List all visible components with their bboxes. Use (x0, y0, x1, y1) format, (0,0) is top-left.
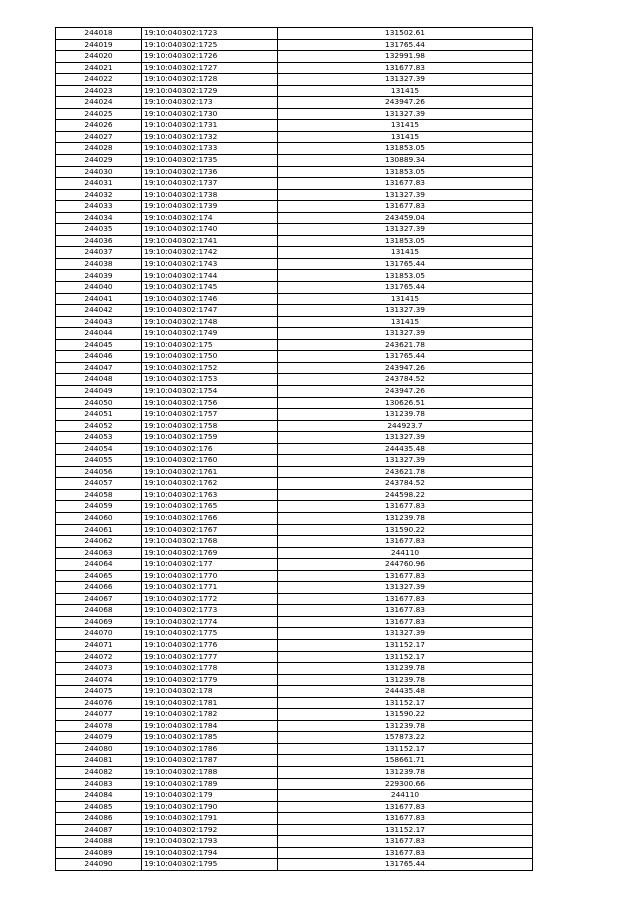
cadastral-number-cell: 19:10:040302:1778 (142, 663, 278, 675)
row-number-cell: 244045 (56, 339, 142, 351)
cadastral-number-cell: 19:10:040302:1746 (142, 293, 278, 305)
table-row (56, 674, 533, 686)
table-row (56, 559, 533, 571)
row-number-cell: 244030 (56, 166, 142, 178)
cadastral-number-cell: 19:10:040302:1779 (142, 674, 278, 686)
value-cell: 131327.39 (278, 328, 533, 340)
cadastral-number-cell: 19:10:040302:1750 (142, 351, 278, 363)
cadastral-number-cell: 19:10:040302:1787 (142, 755, 278, 767)
table-row (56, 247, 533, 259)
cadastral-number-cell: 19:10:040302:1732 (142, 131, 278, 143)
value-cell: 131239.78 (278, 720, 533, 732)
table-row (56, 605, 533, 617)
cadastral-number-cell: 19:10:040302:1766 (142, 512, 278, 524)
table-row (56, 697, 533, 709)
value-cell: 131327.39 (278, 74, 533, 86)
table-row (56, 85, 533, 97)
row-number-cell: 244079 (56, 732, 142, 744)
row-number-cell: 244059 (56, 501, 142, 513)
table-body (56, 28, 533, 871)
cadastral-number-cell: 19:10:040302:1757 (142, 409, 278, 421)
value-cell: 132991.98 (278, 51, 533, 63)
table-row (56, 224, 533, 236)
row-number-cell: 244018 (56, 28, 142, 40)
table-row (56, 651, 533, 663)
row-number-cell: 244058 (56, 489, 142, 501)
row-number-cell: 244051 (56, 409, 142, 421)
value-cell: 243947.26 (278, 362, 533, 374)
table-row (56, 709, 533, 721)
value-cell: 131853.05 (278, 235, 533, 247)
table-row (56, 478, 533, 490)
row-number-cell: 244077 (56, 709, 142, 721)
cadastral-number-cell: 19:10:040302:1725 (142, 39, 278, 51)
table-row (56, 74, 533, 86)
cadastral-number-cell: 19:10:040302:1749 (142, 328, 278, 340)
table-row (56, 616, 533, 628)
cadastral-number-cell: 19:10:040302:1784 (142, 720, 278, 732)
value-cell: 131327.39 (278, 628, 533, 640)
cadastral-number-cell: 19:10:040302:1756 (142, 397, 278, 409)
table-row (56, 409, 533, 421)
row-number-cell: 244086 (56, 813, 142, 825)
value-cell: 131677.83 (278, 178, 533, 190)
value-cell: 243784.52 (278, 374, 533, 386)
row-number-cell: 244026 (56, 120, 142, 132)
cadastral-number-cell: 19:10:040302:1782 (142, 709, 278, 721)
row-number-cell: 244036 (56, 235, 142, 247)
table-row (56, 512, 533, 524)
value-cell: 131152.17 (278, 639, 533, 651)
value-cell: 243621.78 (278, 466, 533, 478)
cadastral-number-cell: 19:10:040302:175 (142, 339, 278, 351)
row-number-cell: 244084 (56, 790, 142, 802)
cadastral-number-cell: 19:10:040302:1748 (142, 316, 278, 328)
table-row (56, 686, 533, 698)
value-cell: 131677.83 (278, 605, 533, 617)
value-cell: 243621.78 (278, 339, 533, 351)
cadastral-number-cell: 19:10:040302:1747 (142, 305, 278, 317)
value-cell: 131853.05 (278, 270, 533, 282)
table-row (56, 305, 533, 317)
cadastral-number-cell: 19:10:040302:1773 (142, 605, 278, 617)
row-number-cell: 244068 (56, 605, 142, 617)
table-row (56, 570, 533, 582)
row-number-cell: 244042 (56, 305, 142, 317)
row-number-cell: 244090 (56, 859, 142, 871)
value-cell: 131415 (278, 120, 533, 132)
table-row (56, 778, 533, 790)
value-cell: 244435.48 (278, 443, 533, 455)
value-cell: 131765.44 (278, 258, 533, 270)
table-row (56, 201, 533, 213)
row-number-cell: 244066 (56, 582, 142, 594)
value-cell: 131415 (278, 85, 533, 97)
cadastral-number-cell: 19:10:040302:1727 (142, 62, 278, 74)
row-number-cell: 244043 (56, 316, 142, 328)
value-cell: 243459.04 (278, 212, 533, 224)
row-number-cell: 244024 (56, 97, 142, 109)
row-number-cell: 244087 (56, 824, 142, 836)
value-cell: 131677.83 (278, 801, 533, 813)
cadastral-number-cell: 19:10:040302:1781 (142, 697, 278, 709)
value-cell: 229300.66 (278, 778, 533, 790)
table-row (56, 131, 533, 143)
cadastral-number-cell: 19:10:040302:1730 (142, 108, 278, 120)
table-row (56, 374, 533, 386)
row-number-cell: 244020 (56, 51, 142, 63)
cadastral-number-cell: 19:10:040302:1731 (142, 120, 278, 132)
row-number-cell: 244089 (56, 847, 142, 859)
table-row (56, 178, 533, 190)
table-row (56, 316, 533, 328)
value-cell: 131590.22 (278, 709, 533, 721)
row-number-cell: 244080 (56, 743, 142, 755)
row-number-cell: 244076 (56, 697, 142, 709)
value-cell: 131765.44 (278, 859, 533, 871)
row-number-cell: 244032 (56, 189, 142, 201)
value-cell: 131415 (278, 247, 533, 259)
table-row (56, 270, 533, 282)
value-cell: 244598.22 (278, 489, 533, 501)
table-row (56, 108, 533, 120)
cadastral-number-cell: 19:10:040302:1789 (142, 778, 278, 790)
value-cell: 131327.39 (278, 432, 533, 444)
table-row (56, 189, 533, 201)
cadastral-number-cell: 19:10:040302:1733 (142, 143, 278, 155)
cadastral-number-cell: 19:10:040302:1769 (142, 547, 278, 559)
table-row (56, 282, 533, 294)
table-row (56, 582, 533, 594)
row-number-cell: 244069 (56, 616, 142, 628)
value-cell: 131677.83 (278, 847, 533, 859)
row-number-cell: 244063 (56, 547, 142, 559)
table-row (56, 813, 533, 825)
table-row (56, 593, 533, 605)
cadastral-number-cell: 19:10:040302:1736 (142, 166, 278, 178)
value-cell: 131327.39 (278, 108, 533, 120)
cadastral-number-cell: 19:10:040302:1765 (142, 501, 278, 513)
value-cell: 131677.83 (278, 570, 533, 582)
table-row (56, 235, 533, 247)
table-row (56, 628, 533, 640)
cadastral-number-cell: 19:10:040302:1791 (142, 813, 278, 825)
row-number-cell: 244070 (56, 628, 142, 640)
value-cell: 243947.26 (278, 385, 533, 397)
cadastral-number-cell: 19:10:040302:1743 (142, 258, 278, 270)
table-row (56, 385, 533, 397)
row-number-cell: 244019 (56, 39, 142, 51)
row-number-cell: 244083 (56, 778, 142, 790)
value-cell: 244760.96 (278, 559, 533, 571)
cadastral-number-cell: 19:10:040302:1741 (142, 235, 278, 247)
row-number-cell: 244073 (56, 663, 142, 675)
value-cell: 131239.78 (278, 663, 533, 675)
row-number-cell: 244046 (56, 351, 142, 363)
value-cell: 131152.17 (278, 651, 533, 663)
row-number-cell: 244028 (56, 143, 142, 155)
table-row (56, 536, 533, 548)
value-cell: 131677.83 (278, 201, 533, 213)
row-number-cell: 244065 (56, 570, 142, 582)
table-row (56, 39, 533, 51)
row-number-cell: 244035 (56, 224, 142, 236)
cadastral-number-cell: 19:10:040302:1745 (142, 282, 278, 294)
table-row (56, 847, 533, 859)
cadastral-number-cell: 19:10:040302:1738 (142, 189, 278, 201)
row-number-cell: 244067 (56, 593, 142, 605)
table-row (56, 663, 533, 675)
value-cell: 131327.39 (278, 189, 533, 201)
cadastral-number-cell: 19:10:040302:1723 (142, 28, 278, 40)
value-cell: 157873.22 (278, 732, 533, 744)
cadastral-number-cell: 19:10:040302:1758 (142, 420, 278, 432)
cadastral-number-cell: 19:10:040302:1728 (142, 74, 278, 86)
table-row (56, 97, 533, 109)
table-row (56, 432, 533, 444)
value-cell: 131590.22 (278, 524, 533, 536)
row-number-cell: 244050 (56, 397, 142, 409)
cadastral-number-cell: 19:10:040302:1762 (142, 478, 278, 490)
table-row (56, 801, 533, 813)
table-row (56, 743, 533, 755)
cadastral-number-cell: 19:10:040302:179 (142, 790, 278, 802)
cadastral-number-cell: 19:10:040302:1752 (142, 362, 278, 374)
row-number-cell: 244044 (56, 328, 142, 340)
table-row (56, 51, 533, 63)
table-row (56, 489, 533, 501)
row-number-cell: 244072 (56, 651, 142, 663)
row-number-cell: 244021 (56, 62, 142, 74)
value-cell: 131502.61 (278, 28, 533, 40)
table-row (56, 639, 533, 651)
value-cell: 131239.78 (278, 674, 533, 686)
cadastral-number-cell: 19:10:040302:1739 (142, 201, 278, 213)
cadastral-number-cell: 19:10:040302:1761 (142, 466, 278, 478)
value-cell: 131677.83 (278, 62, 533, 74)
value-cell: 131415 (278, 316, 533, 328)
row-number-cell: 244056 (56, 466, 142, 478)
value-cell: 131152.17 (278, 824, 533, 836)
value-cell: 131677.83 (278, 836, 533, 848)
table-row (56, 547, 533, 559)
value-cell: 131853.05 (278, 143, 533, 155)
table-row (56, 420, 533, 432)
cadastral-number-cell: 19:10:040302:1767 (142, 524, 278, 536)
row-number-cell: 244054 (56, 443, 142, 455)
row-number-cell: 244037 (56, 247, 142, 259)
cadastral-number-cell: 19:10:040302:1788 (142, 767, 278, 779)
row-number-cell: 244074 (56, 674, 142, 686)
table-row (56, 767, 533, 779)
value-cell: 131327.39 (278, 455, 533, 467)
row-number-cell: 244027 (56, 131, 142, 143)
value-cell: 244110 (278, 547, 533, 559)
cadastral-number-cell: 19:10:040302:1729 (142, 85, 278, 97)
row-number-cell: 244081 (56, 755, 142, 767)
cadastral-number-cell: 19:10:040302:1777 (142, 651, 278, 663)
cadastral-number-cell: 19:10:040302:1770 (142, 570, 278, 582)
row-number-cell: 244075 (56, 686, 142, 698)
row-number-cell: 244040 (56, 282, 142, 294)
value-cell: 131677.83 (278, 813, 533, 825)
row-number-cell: 244062 (56, 536, 142, 548)
row-number-cell: 244038 (56, 258, 142, 270)
row-number-cell: 244029 (56, 155, 142, 167)
cadastral-number-cell: 19:10:040302:1760 (142, 455, 278, 467)
cadastral-number-cell: 19:10:040302:1774 (142, 616, 278, 628)
row-number-cell: 244053 (56, 432, 142, 444)
row-number-cell: 244039 (56, 270, 142, 282)
cadastral-number-cell: 19:10:040302:178 (142, 686, 278, 698)
table-row (56, 501, 533, 513)
row-number-cell: 244082 (56, 767, 142, 779)
row-number-cell: 244033 (56, 201, 142, 213)
value-cell: 244110 (278, 790, 533, 802)
cadastral-number-cell: 19:10:040302:1759 (142, 432, 278, 444)
value-cell: 243947.26 (278, 97, 533, 109)
cadastral-number-cell: 19:10:040302:1771 (142, 582, 278, 594)
cadastral-number-cell: 19:10:040302:1754 (142, 385, 278, 397)
table-row (56, 339, 533, 351)
table-row (56, 143, 533, 155)
cadastral-number-cell: 19:10:040302:1790 (142, 801, 278, 813)
cadastral-number-cell: 19:10:040302:1763 (142, 489, 278, 501)
value-cell: 131765.44 (278, 282, 533, 294)
table-row (56, 120, 533, 132)
value-cell: 131677.83 (278, 593, 533, 605)
value-cell: 131765.44 (278, 351, 533, 363)
row-number-cell: 244048 (56, 374, 142, 386)
table-row (56, 720, 533, 732)
row-number-cell: 244064 (56, 559, 142, 571)
value-cell: 130889.34 (278, 155, 533, 167)
cadastral-number-cell: 19:10:040302:1744 (142, 270, 278, 282)
row-number-cell: 244023 (56, 85, 142, 97)
value-cell: 131327.39 (278, 305, 533, 317)
cadastral-number-cell: 19:10:040302:176 (142, 443, 278, 455)
cadastral-number-cell: 19:10:040302:1742 (142, 247, 278, 259)
value-cell: 131677.83 (278, 616, 533, 628)
data-table (55, 27, 533, 871)
cadastral-number-cell: 19:10:040302:1772 (142, 593, 278, 605)
table-row (56, 293, 533, 305)
cadastral-number-cell: 19:10:040302:1794 (142, 847, 278, 859)
table-row (56, 732, 533, 744)
value-cell: 131239.78 (278, 512, 533, 524)
table-row (56, 859, 533, 871)
table-row (56, 836, 533, 848)
row-number-cell: 244047 (56, 362, 142, 374)
cadastral-number-cell: 19:10:040302:1795 (142, 859, 278, 871)
row-number-cell: 244034 (56, 212, 142, 224)
cadastral-number-cell: 19:10:040302:1792 (142, 824, 278, 836)
value-cell: 131239.78 (278, 767, 533, 779)
cadastral-number-cell: 19:10:040302:1785 (142, 732, 278, 744)
value-cell: 244923.7 (278, 420, 533, 432)
table-row (56, 755, 533, 767)
cadastral-number-cell: 19:10:040302:174 (142, 212, 278, 224)
row-number-cell: 244041 (56, 293, 142, 305)
cadastral-number-cell: 19:10:040302:173 (142, 97, 278, 109)
cadastral-number-cell: 19:10:040302:1753 (142, 374, 278, 386)
table-row (56, 155, 533, 167)
cadastral-number-cell: 19:10:040302:1786 (142, 743, 278, 755)
cadastral-number-cell: 19:10:040302:1737 (142, 178, 278, 190)
row-number-cell: 244060 (56, 512, 142, 524)
row-number-cell: 244055 (56, 455, 142, 467)
row-number-cell: 244031 (56, 178, 142, 190)
value-cell: 131327.39 (278, 224, 533, 236)
value-cell: 131853.05 (278, 166, 533, 178)
value-cell: 158661.71 (278, 755, 533, 767)
table-row (56, 28, 533, 40)
cadastral-number-cell: 19:10:040302:1776 (142, 639, 278, 651)
value-cell: 244435.48 (278, 686, 533, 698)
row-number-cell: 244022 (56, 74, 142, 86)
table-row (56, 166, 533, 178)
table-row (56, 455, 533, 467)
cadastral-number-cell: 19:10:040302:1726 (142, 51, 278, 63)
table-row (56, 362, 533, 374)
cadastral-number-cell: 19:10:040302:177 (142, 559, 278, 571)
table-row (56, 397, 533, 409)
table-row (56, 443, 533, 455)
table-row (56, 790, 533, 802)
cadastral-number-cell: 19:10:040302:1735 (142, 155, 278, 167)
value-cell: 243784.52 (278, 478, 533, 490)
cadastral-number-cell: 19:10:040302:1775 (142, 628, 278, 640)
table-row (56, 258, 533, 270)
value-cell: 131677.83 (278, 536, 533, 548)
value-cell: 131677.83 (278, 501, 533, 513)
cadastral-number-cell: 19:10:040302:1768 (142, 536, 278, 548)
value-cell: 131152.17 (278, 697, 533, 709)
row-number-cell: 244061 (56, 524, 142, 536)
row-number-cell: 244052 (56, 420, 142, 432)
cadastral-number-cell: 19:10:040302:1740 (142, 224, 278, 236)
row-number-cell: 244085 (56, 801, 142, 813)
row-number-cell: 244057 (56, 478, 142, 490)
table-row (56, 62, 533, 74)
row-number-cell: 244049 (56, 385, 142, 397)
table-row (56, 351, 533, 363)
value-cell: 131152.17 (278, 743, 533, 755)
table-row (56, 524, 533, 536)
row-number-cell: 244078 (56, 720, 142, 732)
row-number-cell: 244088 (56, 836, 142, 848)
value-cell: 131415 (278, 293, 533, 305)
value-cell: 131415 (278, 131, 533, 143)
table-row (56, 824, 533, 836)
value-cell: 131327.39 (278, 582, 533, 594)
cadastral-number-cell: 19:10:040302:1793 (142, 836, 278, 848)
value-cell: 131239.78 (278, 409, 533, 421)
row-number-cell: 244025 (56, 108, 142, 120)
value-cell: 131765.44 (278, 39, 533, 51)
table-row (56, 466, 533, 478)
table-row (56, 212, 533, 224)
row-number-cell: 244071 (56, 639, 142, 651)
value-cell: 130626.51 (278, 397, 533, 409)
table-row (56, 328, 533, 340)
